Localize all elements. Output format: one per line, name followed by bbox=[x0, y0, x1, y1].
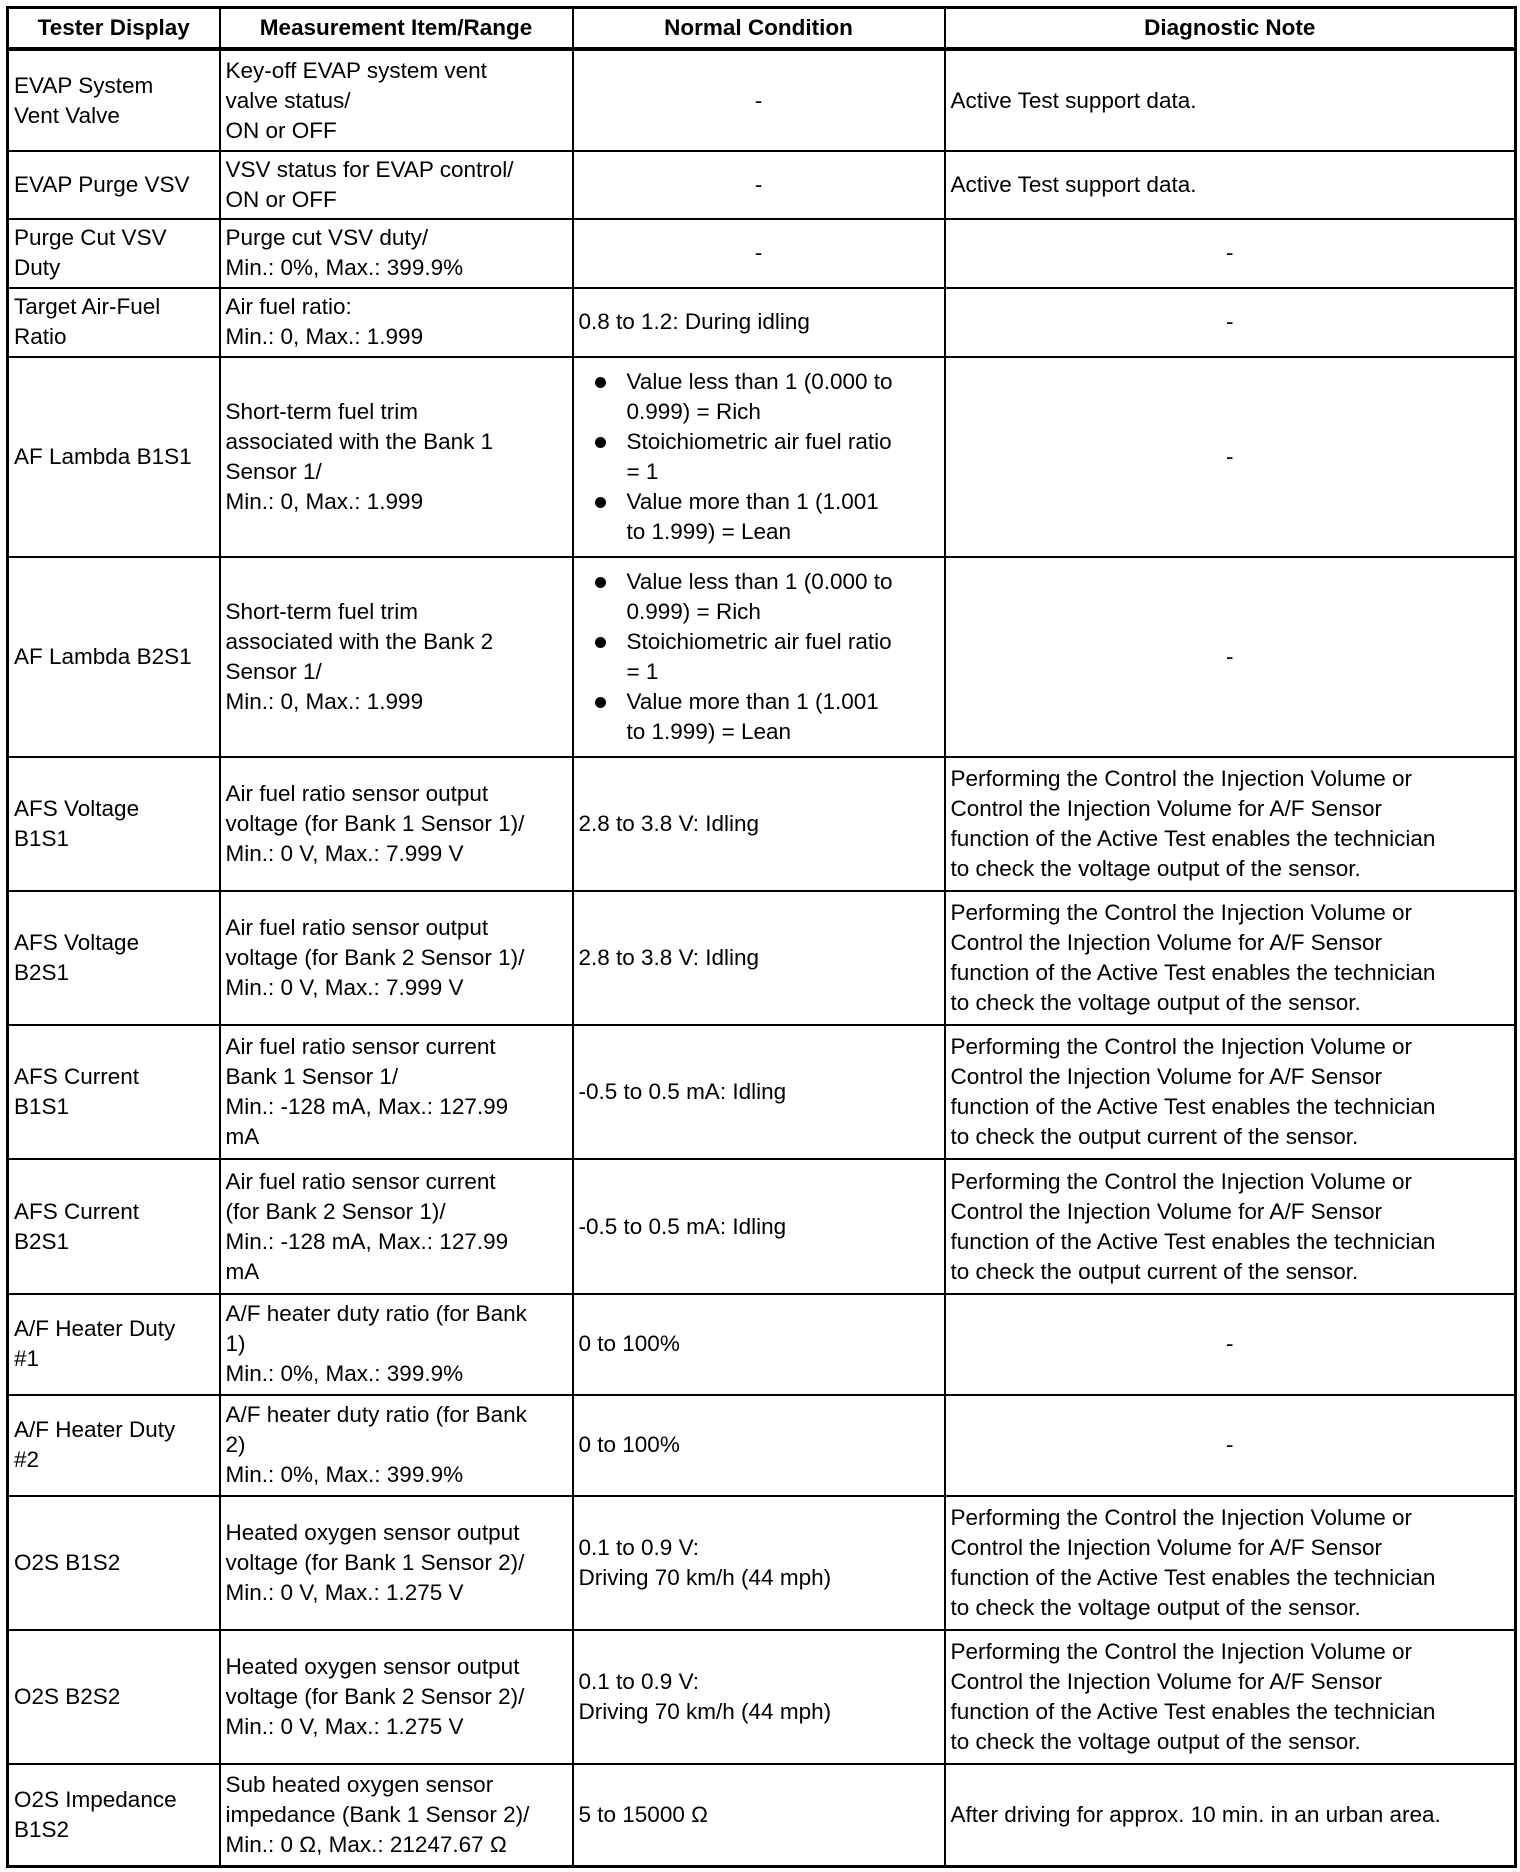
text-line: AFS Current bbox=[14, 1198, 140, 1224]
text-line: O2S Impedance bbox=[14, 1787, 177, 1813]
table-header bbox=[8, 8, 1516, 50]
tester-display-cell bbox=[8, 219, 220, 287]
text-line: AFS Voltage bbox=[14, 796, 140, 822]
text-line: 2) bbox=[225, 1432, 246, 1458]
text-line: Air fuel ratio sensor output bbox=[225, 781, 489, 807]
text-line: A/F heater duty ratio (for Bank bbox=[225, 1301, 527, 1327]
diagnostic-note-cell bbox=[945, 1395, 1516, 1496]
text-line: to check the voltage output of the sensor. bbox=[950, 1594, 1361, 1620]
text-line: Min.: -128 mA, Max.: 127.99 bbox=[225, 1228, 509, 1254]
text-line: Duty bbox=[14, 255, 61, 281]
text-line: AFS Voltage bbox=[14, 930, 140, 956]
condition-bullet-list bbox=[579, 567, 939, 747]
text-line: Sensor 1/ bbox=[225, 658, 322, 684]
diagnostic-note-cell bbox=[945, 288, 1516, 357]
text-line: - bbox=[1226, 643, 1234, 669]
normal-condition-cell bbox=[573, 1496, 945, 1630]
text-line: to 1.999) = Lean bbox=[626, 718, 792, 744]
text-line: Bank 1 Sensor 1/ bbox=[225, 1064, 399, 1090]
tester-display-cell bbox=[8, 891, 220, 1025]
text-line: Heated oxygen sensor output bbox=[225, 1654, 520, 1680]
diagnostic-note-cell bbox=[945, 49, 1516, 151]
text-line: Value more than 1 (1.001 bbox=[626, 488, 879, 514]
measurement-item-cell bbox=[220, 1294, 573, 1395]
text-line: to 1.999) = Lean bbox=[626, 518, 792, 544]
measurement-item-cell bbox=[220, 1159, 573, 1293]
table-body bbox=[8, 49, 1516, 1867]
text-line: to check the voltage output of the sensor. bbox=[950, 1729, 1361, 1755]
measurement-item-cell bbox=[220, 151, 573, 219]
diagnostic-note-cell bbox=[945, 891, 1516, 1025]
measurement-item-cell bbox=[220, 1496, 573, 1630]
text-line: Control the Injection Volume for A/F Sensor bbox=[950, 796, 1382, 822]
tester-display-cell bbox=[8, 1395, 220, 1496]
table-row bbox=[8, 1025, 1516, 1159]
diagnostic-note-cell bbox=[945, 357, 1516, 557]
text-line: Air fuel ratio: bbox=[225, 294, 352, 320]
bullet-dot-icon bbox=[595, 437, 606, 448]
text-line: Min.: 0%, Max.: 399.9% bbox=[225, 1361, 464, 1387]
diagnostic-note-cell bbox=[945, 1630, 1516, 1764]
condition-bullet-item bbox=[579, 487, 939, 547]
text-line: Min.: 0 V, Max.: 7.999 V bbox=[225, 841, 464, 867]
table-row bbox=[8, 1159, 1516, 1293]
bullet-dot-icon bbox=[595, 637, 606, 648]
tester-display-cell bbox=[8, 49, 220, 151]
tester-display-cell bbox=[8, 151, 220, 219]
tester-display-cell bbox=[8, 757, 220, 891]
table-row bbox=[8, 49, 1516, 151]
text-line: to check the output current of the sensor. bbox=[950, 1124, 1359, 1150]
tester-display-cell bbox=[8, 288, 220, 357]
normal-condition-cell bbox=[573, 1159, 945, 1293]
text-line: Purge cut VSV duty/ bbox=[225, 225, 429, 251]
text-line: associated with the Bank 2 bbox=[225, 628, 494, 654]
text-line: - bbox=[1226, 240, 1234, 266]
tester-display-cell bbox=[8, 557, 220, 757]
text-line: function of the Active Test enables the technician bbox=[950, 960, 1436, 986]
text-line: Control the Injection Volume for A/F Sensor bbox=[950, 930, 1382, 956]
text-line: = 1 bbox=[626, 458, 659, 484]
text-line: Sub heated oxygen sensor bbox=[225, 1772, 494, 1798]
normal-condition-cell bbox=[573, 288, 945, 357]
text-line: - bbox=[754, 172, 763, 198]
measurement-item-cell bbox=[220, 219, 573, 287]
text-line: B2S1 bbox=[14, 960, 70, 986]
text-line: Short-term fuel trim bbox=[225, 598, 419, 624]
diagnostic-note-cell bbox=[945, 1496, 1516, 1630]
text-line: voltage (for Bank 1 Sensor 1)/ bbox=[225, 811, 525, 837]
text-line: 0.999) = Rich bbox=[626, 398, 761, 424]
diagnostic-note-cell bbox=[945, 151, 1516, 219]
text-line: Stoichiometric air fuel ratio bbox=[626, 428, 892, 454]
measurement-item-cell bbox=[220, 891, 573, 1025]
text-line: VSV status for EVAP control/ bbox=[225, 157, 514, 183]
text-line: A/F heater duty ratio (for Bank bbox=[225, 1402, 527, 1428]
text-line: Air fuel ratio sensor current bbox=[225, 1168, 496, 1194]
normal-condition-cell bbox=[573, 49, 945, 151]
text-line: Air fuel ratio sensor output bbox=[225, 915, 489, 941]
text-line: AFS Current bbox=[14, 1064, 140, 1090]
text-line: O2S B2S2 bbox=[14, 1684, 121, 1710]
text-line: function of the Active Test enables the technician bbox=[950, 826, 1436, 852]
text-line: associated with the Bank 1 bbox=[225, 428, 494, 454]
diagnostic-note-cell bbox=[945, 219, 1516, 287]
text-line: - bbox=[1226, 309, 1234, 335]
condition-bullet-item bbox=[579, 627, 939, 687]
text-line: Performing the Control the Injection Volume or bbox=[950, 1639, 1412, 1665]
text-line: -0.5 to 0.5 mA: Idling bbox=[578, 1213, 787, 1239]
measurement-item-cell bbox=[220, 357, 573, 557]
text-line: After driving for approx. 10 min. in an urban area. bbox=[950, 1802, 1441, 1828]
text-line: 0.999) = Rich bbox=[626, 598, 761, 624]
text-line: voltage (for Bank 1 Sensor 2)/ bbox=[225, 1549, 525, 1575]
text-line: mA bbox=[225, 1124, 260, 1150]
text-line: - bbox=[1226, 443, 1234, 469]
text-line: 2.8 to 3.8 V: Idling bbox=[578, 945, 760, 971]
measurement-item-cell bbox=[220, 1764, 573, 1866]
normal-condition-cell bbox=[573, 557, 945, 757]
text-line: - bbox=[754, 240, 763, 266]
measurement-item-cell bbox=[220, 288, 573, 357]
table-row bbox=[8, 357, 1516, 557]
text-line: to check the output current of the sensor. bbox=[950, 1258, 1359, 1284]
diagnostic-note-cell bbox=[945, 1025, 1516, 1159]
text-line: function of the Active Test enables the technician bbox=[950, 1699, 1436, 1725]
text-line: Short-term fuel trim bbox=[225, 398, 419, 424]
text-line: Stoichiometric air fuel ratio bbox=[626, 628, 892, 654]
normal-condition-cell bbox=[573, 1395, 945, 1496]
text-line: Performing the Control the Injection Volume or bbox=[950, 1034, 1412, 1060]
text-line: Value more than 1 (1.001 bbox=[626, 688, 879, 714]
table-row bbox=[8, 1294, 1516, 1395]
header-measurement-item: Measurement Item/Range bbox=[220, 8, 573, 50]
text-line: #2 bbox=[14, 1447, 40, 1473]
text-line: EVAP Purge VSV bbox=[14, 172, 190, 198]
text-line: AF Lambda B1S1 bbox=[14, 443, 192, 469]
text-line: Min.: -128 mA, Max.: 127.99 bbox=[225, 1094, 509, 1120]
text-line: voltage (for Bank 2 Sensor 1)/ bbox=[225, 945, 525, 971]
header-normal-condition: Normal Condition bbox=[573, 8, 945, 50]
table-row bbox=[8, 557, 1516, 757]
normal-condition-cell bbox=[573, 1630, 945, 1764]
condition-bullet-item bbox=[579, 427, 939, 487]
text-line: -0.5 to 0.5 mA: Idling bbox=[578, 1079, 787, 1105]
text-line: - bbox=[754, 87, 763, 113]
tester-display-cell bbox=[8, 1496, 220, 1630]
text-line: 2.8 to 3.8 V: Idling bbox=[578, 811, 760, 837]
text-line: Control the Injection Volume for A/F Sensor bbox=[950, 1064, 1382, 1090]
text-line: Min.: 0 V, Max.: 1.275 V bbox=[225, 1714, 464, 1740]
text-line: Min.: 0%, Max.: 399.9% bbox=[225, 1462, 464, 1488]
tester-display-cell bbox=[8, 1630, 220, 1764]
text-line: - bbox=[1226, 1432, 1234, 1458]
text-line: B1S1 bbox=[14, 826, 70, 852]
table-row bbox=[8, 288, 1516, 357]
measurement-item-cell bbox=[220, 49, 573, 151]
text-line: to check the voltage output of the sensor. bbox=[950, 990, 1361, 1016]
table-row bbox=[8, 219, 1516, 287]
normal-condition-cell bbox=[573, 219, 945, 287]
condition-bullet-item bbox=[579, 367, 939, 427]
text-line: ON or OFF bbox=[225, 117, 337, 143]
text-line: function of the Active Test enables the technician bbox=[950, 1094, 1436, 1120]
bullet-dot-icon bbox=[595, 577, 606, 588]
normal-condition-cell bbox=[573, 1764, 945, 1866]
text-line: function of the Active Test enables the technician bbox=[950, 1228, 1436, 1254]
text-line: ON or OFF bbox=[225, 187, 337, 213]
normal-condition-cell bbox=[573, 757, 945, 891]
diagnostic-note-cell bbox=[945, 757, 1516, 891]
text-line: Min.: 0 V, Max.: 1.275 V bbox=[225, 1579, 464, 1605]
text-line: B1S2 bbox=[14, 1817, 70, 1843]
text-line: AF Lambda B2S1 bbox=[14, 643, 192, 669]
normal-condition-cell bbox=[573, 151, 945, 219]
measurement-item-cell bbox=[220, 557, 573, 757]
header-diagnostic-note: Diagnostic Note bbox=[945, 8, 1516, 50]
text-line: Performing the Control the Injection Volume or bbox=[950, 900, 1412, 926]
text-line: Performing the Control the Injection Volume or bbox=[950, 1504, 1412, 1530]
condition-bullet-item bbox=[579, 687, 939, 747]
text-line: Active Test support data. bbox=[950, 172, 1197, 198]
table-row bbox=[8, 1630, 1516, 1764]
measurement-item-cell bbox=[220, 1630, 573, 1764]
text-line: O2S B1S2 bbox=[14, 1549, 121, 1575]
text-line: valve status/ bbox=[225, 87, 351, 113]
text-line: Min.: 0, Max.: 1.999 bbox=[225, 488, 424, 514]
text-line: 0.1 to 0.9 V: bbox=[578, 1669, 699, 1695]
text-line: Min.: 0 V, Max.: 7.999 V bbox=[225, 975, 464, 1001]
normal-condition-cell bbox=[573, 357, 945, 557]
text-line: Control the Injection Volume for A/F Sensor bbox=[950, 1669, 1382, 1695]
measurement-item-cell bbox=[220, 757, 573, 891]
diagnostic-data-table bbox=[6, 6, 1517, 1868]
text-line: A/F Heater Duty bbox=[14, 1417, 176, 1443]
text-line: Performing the Control the Injection Volume or bbox=[950, 1168, 1412, 1194]
text-line: A/F Heater Duty bbox=[14, 1316, 176, 1342]
table-row bbox=[8, 1496, 1516, 1630]
text-line: Control the Injection Volume for A/F Sensor bbox=[950, 1198, 1382, 1224]
text-line: Min.: 0, Max.: 1.999 bbox=[225, 688, 424, 714]
measurement-item-cell bbox=[220, 1395, 573, 1496]
text-line: Min.: 0, Max.: 1.999 bbox=[225, 324, 424, 350]
tester-display-cell bbox=[8, 1025, 220, 1159]
text-line: 0 to 100% bbox=[578, 1331, 680, 1357]
table-row bbox=[8, 1395, 1516, 1496]
text-line: 0.1 to 0.9 V: bbox=[578, 1534, 699, 1560]
text-line: Driving 70 km/h (44 mph) bbox=[578, 1564, 832, 1590]
text-line: (for Bank 2 Sensor 1)/ bbox=[225, 1198, 446, 1224]
tester-display-cell bbox=[8, 1764, 220, 1866]
text-line: Active Test support data. bbox=[950, 87, 1197, 113]
text-line: B1S1 bbox=[14, 1094, 70, 1120]
bullet-dot-icon bbox=[595, 497, 606, 508]
text-line: Value less than 1 (0.000 to bbox=[626, 568, 893, 594]
text-line: Driving 70 km/h (44 mph) bbox=[578, 1699, 832, 1725]
text-line: Sensor 1/ bbox=[225, 458, 322, 484]
text-line: Performing the Control the Injection Volume or bbox=[950, 766, 1412, 792]
text-line: Air fuel ratio sensor current bbox=[225, 1034, 496, 1060]
text-line: to check the voltage output of the sensor. bbox=[950, 856, 1361, 882]
text-line: function of the Active Test enables the technician bbox=[950, 1564, 1436, 1590]
text-line: B2S1 bbox=[14, 1228, 70, 1254]
text-line: voltage (for Bank 2 Sensor 2)/ bbox=[225, 1684, 525, 1710]
text-line: 0 to 100% bbox=[578, 1432, 680, 1458]
text-line: Heated oxygen sensor output bbox=[225, 1519, 520, 1545]
text-line: 1) bbox=[225, 1331, 246, 1357]
normal-condition-cell bbox=[573, 1025, 945, 1159]
table-row bbox=[8, 151, 1516, 219]
diagnostic-note-cell bbox=[945, 1294, 1516, 1395]
normal-condition-cell bbox=[573, 1294, 945, 1395]
text-line: = 1 bbox=[626, 658, 659, 684]
condition-bullet-item bbox=[579, 567, 939, 627]
text-line: mA bbox=[225, 1258, 260, 1284]
diagnostic-note-cell bbox=[945, 1159, 1516, 1293]
text-line: Min.: 0%, Max.: 399.9% bbox=[225, 255, 464, 281]
text-line: #1 bbox=[14, 1346, 40, 1372]
header-row bbox=[8, 8, 1516, 50]
diagnostic-note-cell bbox=[945, 1764, 1516, 1866]
text-line: 0.8 to 1.2: During idling bbox=[578, 309, 810, 335]
tester-display-cell bbox=[8, 1159, 220, 1293]
tester-display-cell bbox=[8, 1294, 220, 1395]
text-line: Ratio bbox=[14, 324, 67, 350]
text-line: Control the Injection Volume for A/F Sensor bbox=[950, 1534, 1382, 1560]
text-line: - bbox=[1226, 1331, 1234, 1357]
text-line: impedance (Bank 1 Sensor 2)/ bbox=[225, 1802, 530, 1828]
text-line: Min.: 0 Ω, Max.: 21247.67 Ω bbox=[225, 1832, 507, 1858]
tester-display-cell bbox=[8, 357, 220, 557]
diagnostic-note-cell bbox=[945, 557, 1516, 757]
text-line: Purge Cut VSV bbox=[14, 225, 167, 251]
text-line: Value less than 1 (0.000 to bbox=[626, 368, 893, 394]
condition-bullet-list bbox=[579, 367, 939, 547]
text-line: Key-off EVAP system vent bbox=[225, 57, 487, 83]
bullet-dot-icon bbox=[595, 377, 606, 388]
text-line: 5 to 15000 Ω bbox=[578, 1802, 708, 1828]
text-line: Target Air-Fuel bbox=[14, 294, 161, 320]
table-row bbox=[8, 1764, 1516, 1866]
text-line: EVAP System bbox=[14, 72, 154, 98]
table-row bbox=[8, 891, 1516, 1025]
measurement-item-cell bbox=[220, 1025, 573, 1159]
header-tester-display: Tester Display bbox=[8, 8, 220, 50]
table-row bbox=[8, 757, 1516, 891]
normal-condition-cell bbox=[573, 891, 945, 1025]
text-line: Vent Valve bbox=[14, 102, 120, 128]
bullet-dot-icon bbox=[595, 697, 606, 708]
